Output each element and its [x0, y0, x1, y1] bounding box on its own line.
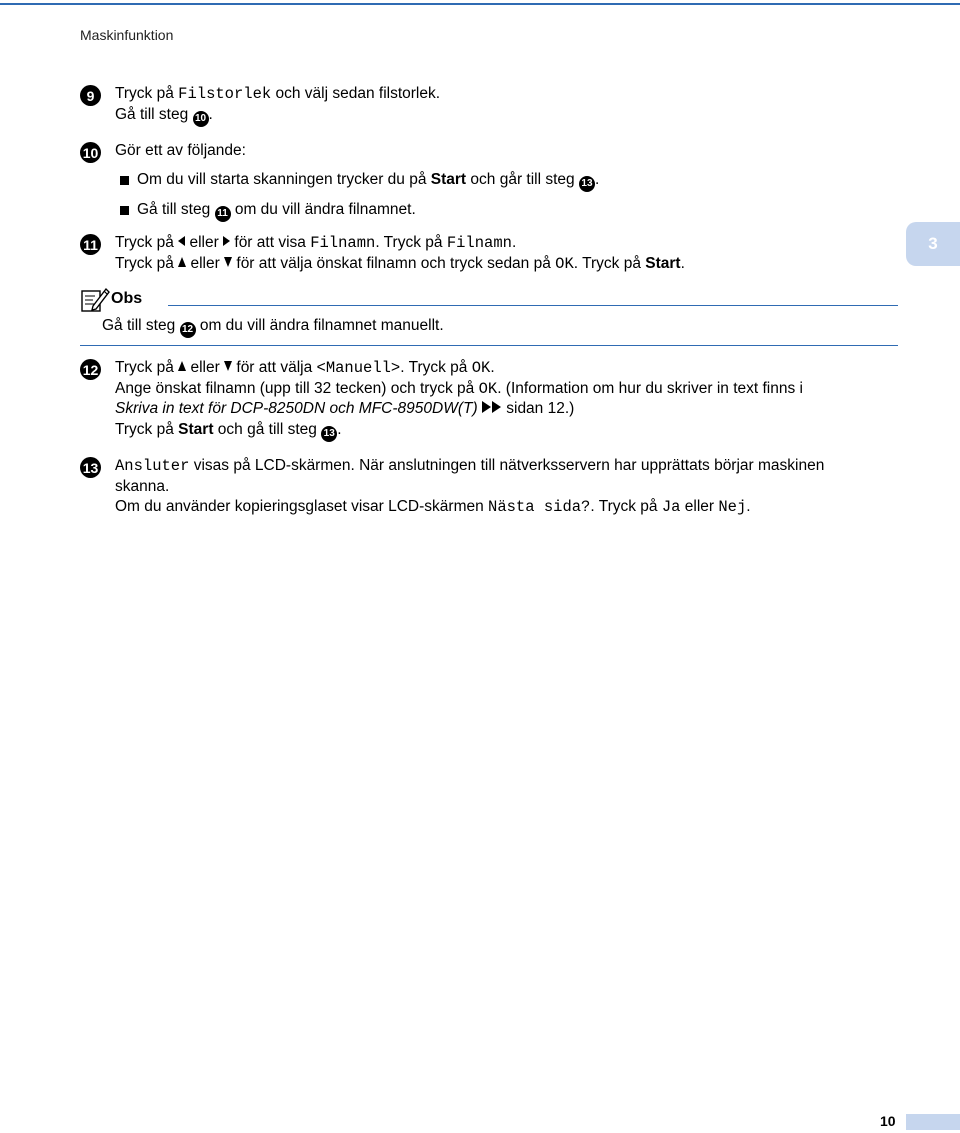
- lcd-text-filstorlek: Filstorlek: [178, 85, 272, 103]
- page-number-bar: [906, 1114, 960, 1130]
- cross-reference-title: Skriva in text för DCP-8250DN och MFC-8950DW(T): [115, 400, 478, 417]
- note-box: [80, 284, 898, 346]
- list-item: Om du vill starta skanningen trycker du på Start och går till steg 13 .: [115, 170, 900, 192]
- note-title: Obs: [111, 290, 143, 307]
- arrow-up-icon: [178, 257, 186, 267]
- list-item: Gå till steg 11 om du vill ändra filnamnet.: [115, 200, 900, 222]
- option-list: [115, 170, 900, 222]
- step-13-line-1: Ansluter visas på LCD-skärmen. När anslutningen till nätverksservern har upprättats börjar maskinen: [115, 457, 825, 475]
- step-number: 11: [80, 234, 101, 255]
- step-10: [80, 141, 900, 230]
- bullet-icon: [120, 176, 129, 185]
- bullet-icon: [120, 206, 129, 215]
- top-rule: [0, 3, 960, 5]
- arrow-up-icon: [178, 361, 186, 371]
- running-header: Maskinfunktion: [80, 27, 174, 43]
- step-13-line-2: skanna.: [115, 477, 170, 495]
- step-12-line-2: Ange önskat filnamn (upp till 32 tecken) och tryck på OK. (Information om hur du skriver in text finns i: [115, 379, 803, 398]
- step-12-line-1: Tryck på eller för att välja <Manuell>. Tryck på OK.: [115, 359, 495, 377]
- step-reference: 12: [180, 322, 196, 338]
- step-11-line-1: Tryck på eller för att visa Filnamn. Tryck på Filnamn.: [115, 234, 517, 252]
- step-11: [80, 233, 900, 274]
- step-reference: 13: [579, 176, 595, 192]
- step-number: 13: [80, 457, 101, 478]
- step-10-intro: Gör ett av följande:: [115, 142, 246, 159]
- step-9: [80, 84, 900, 127]
- step-reference: 10: [193, 111, 209, 127]
- chapter-tab: [906, 222, 960, 266]
- chapter-number: 3: [928, 234, 938, 253]
- note-header: [80, 284, 142, 314]
- step-12-line-3: Skriva in text för DCP-8250DN och MFC-8950DW(T) sidan 12.): [115, 399, 900, 420]
- page-number: 10: [880, 1113, 896, 1129]
- step-reference: 11: [215, 206, 231, 222]
- note-divider: [80, 345, 898, 346]
- step-reference: 13: [321, 426, 337, 442]
- step-13: [80, 456, 900, 518]
- double-arrow-icon: [482, 399, 502, 420]
- step-number: 12: [80, 359, 101, 380]
- step-9-line-2: Gå till steg 10 .: [115, 105, 900, 127]
- arrow-down-icon: [224, 361, 232, 371]
- step-number: 10: [80, 142, 101, 163]
- note-divider: [168, 305, 898, 306]
- step-13-line-3: Om du använder kopieringsglaset visar LCD-skärmen Nästa sida?. Tryck på Ja eller Nej.: [115, 498, 751, 516]
- step-number: 9: [80, 85, 101, 106]
- step-12-line-4: Tryck på Start och gå till steg 13 .: [115, 420, 900, 442]
- note-pencil-icon: [80, 285, 110, 313]
- note-text: Gå till steg 12 om du vill ändra filnamnet manuellt.: [102, 316, 444, 338]
- step-11-line-2: Tryck på eller för att välja önskat filnamn och tryck sedan på OK. Tryck på Start.: [115, 254, 685, 273]
- step-12: [80, 358, 900, 442]
- step-9-line-1: Tryck på Filstorlek och välj sedan filstorlek.: [115, 85, 441, 103]
- arrow-down-icon: [224, 257, 232, 267]
